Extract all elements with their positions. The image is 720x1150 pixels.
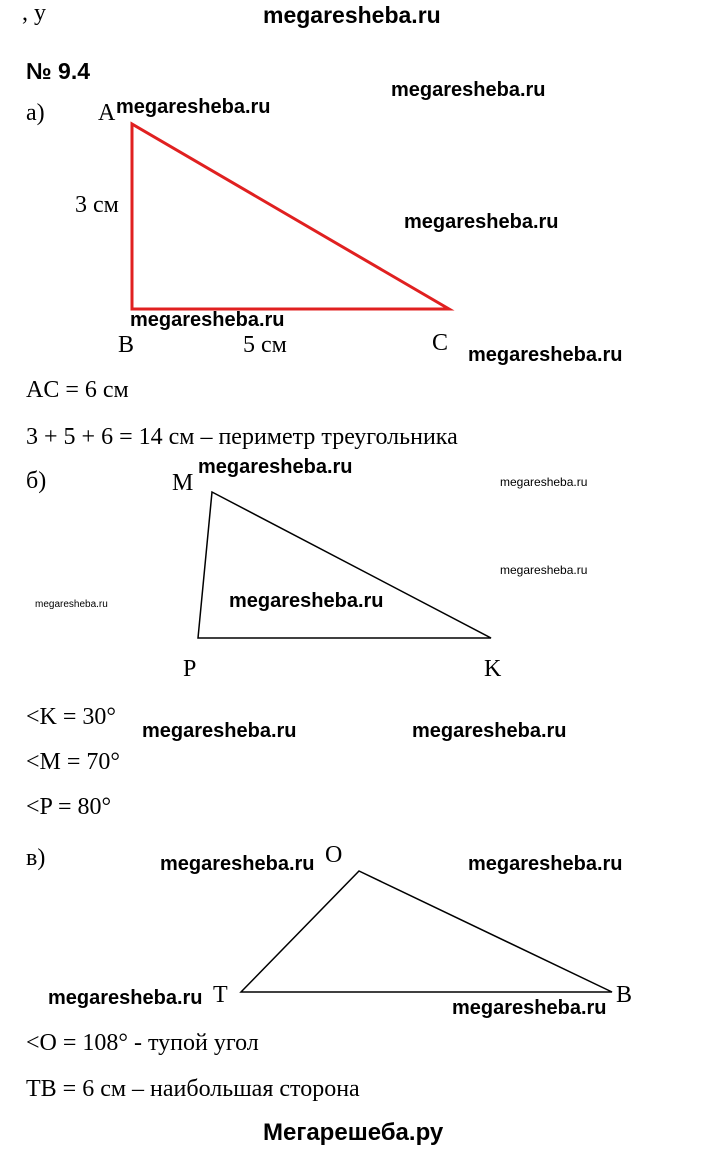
part-c-line-2: TB = 6 см – наибольшая сторона: [26, 1076, 360, 1102]
footer-brand: Мегарешеба.ру: [263, 1119, 444, 1146]
watermark: megaresheba.ru: [130, 309, 285, 331]
watermark: megaresheba.ru: [468, 344, 623, 366]
watermark: megaresheba.ru: [500, 563, 588, 577]
part-b-line-1: <K = 30°: [26, 704, 116, 730]
cut-text-top: , у: [22, 0, 46, 26]
vertex-p: P: [183, 656, 197, 682]
header-site: megaresheba.ru: [263, 2, 441, 28]
problem-number: № 9.4: [26, 58, 91, 84]
triangle-abc: [132, 124, 449, 309]
watermark: megaresheba.ru: [229, 590, 384, 612]
triangle-otb: [241, 871, 612, 992]
side-ab-length: 3 см: [75, 192, 119, 218]
watermark: megaresheba.ru: [452, 997, 607, 1019]
watermark: megaresheba.ru: [404, 211, 559, 233]
part-a-line-2: 3 + 5 + 6 = 14 см – периметр треугольника: [26, 424, 458, 450]
watermark: megaresheba.ru: [391, 79, 546, 101]
triangle-mpk: [198, 492, 491, 638]
vertex-k: K: [484, 656, 502, 682]
part-b-line-2: <M = 70°: [26, 749, 121, 775]
watermark: megaresheba.ru: [160, 853, 315, 875]
vertex-t: T: [213, 982, 228, 1008]
part-a-line-1: AC = 6 см: [26, 377, 129, 403]
watermark: megaresheba.ru: [116, 96, 271, 118]
vertex-a: A: [98, 100, 116, 126]
part-c-label: в): [26, 845, 46, 871]
watermark: megaresheba.ru: [48, 987, 203, 1009]
vertex-m: M: [172, 470, 194, 496]
watermark: megaresheba.ru: [412, 720, 567, 742]
vertex-o: O: [325, 842, 343, 868]
part-a-label: а): [26, 100, 45, 126]
part-c-line-1: <O = 108° - тупой угол: [26, 1030, 259, 1056]
watermark: megaresheba.ru: [35, 599, 108, 610]
vertex-b: B: [118, 332, 135, 358]
watermark: megaresheba.ru: [142, 720, 297, 742]
vertex-b-2: B: [616, 982, 633, 1008]
watermark: megaresheba.ru: [468, 853, 623, 875]
part-b-label: б): [26, 468, 47, 494]
side-bc-length: 5 см: [243, 332, 287, 358]
watermark: megaresheba.ru: [500, 475, 588, 489]
vertex-c: C: [432, 330, 449, 356]
part-b-line-3: <P = 80°: [26, 794, 112, 820]
watermark: megaresheba.ru: [198, 456, 353, 478]
